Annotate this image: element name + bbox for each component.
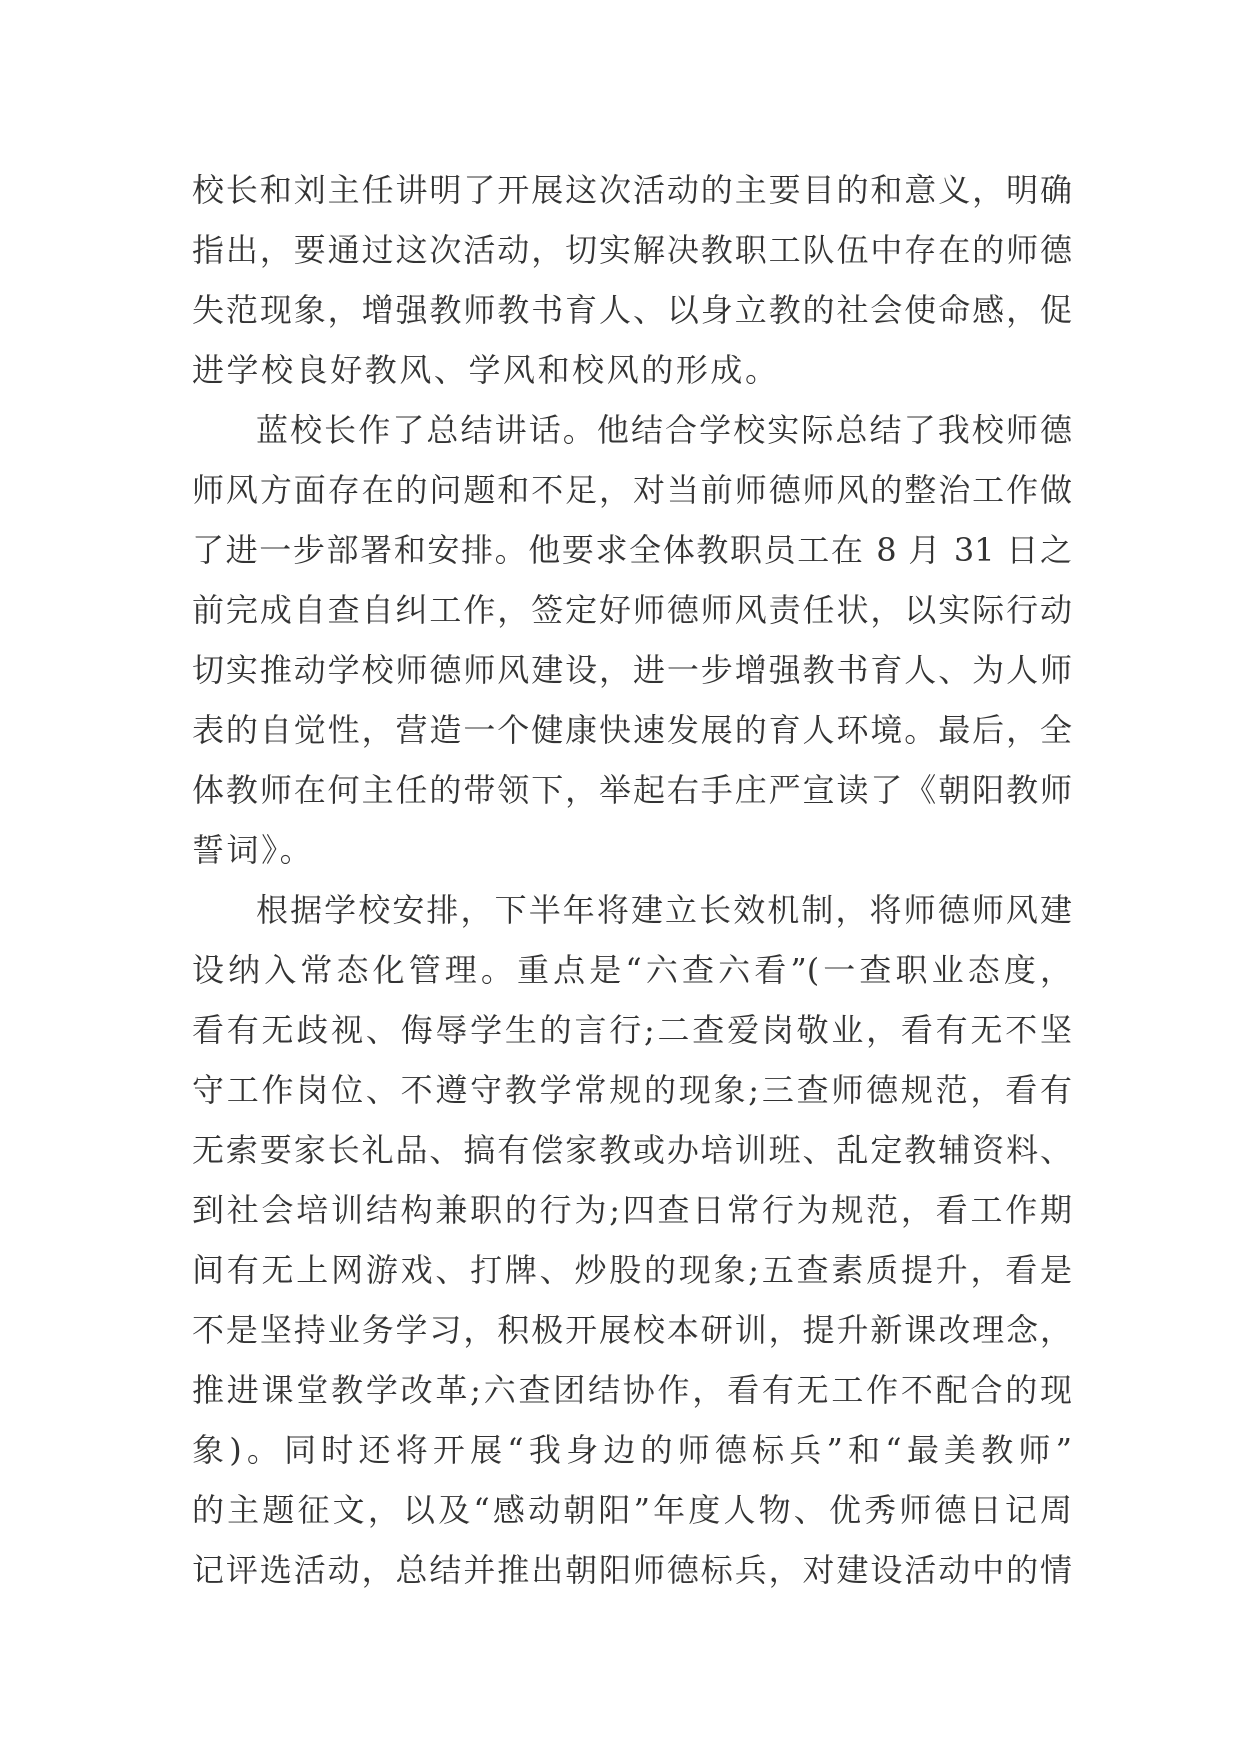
paragraph-1: [192, 160, 1072, 400]
text-line: 了进一步部署和安排。他要求全体教职员工在 8 月 31 日之: [192, 531, 1072, 569]
text-line: 指出，要通过这次活动，切实解决教职工队伍中存在的师德: [192, 231, 1072, 269]
text-line: 看有无歧视、侮辱学生的言行;二查爱岗敬业，看有无不坚: [192, 1011, 1072, 1049]
text-line: 推进课堂教学改革;六查团结协作，看有无工作不配合的现: [192, 1371, 1072, 1409]
text-line: 守工作岗位、不遵守教学常规的现象;三查师德规范，看有: [192, 1071, 1072, 1109]
paragraph-3: [192, 880, 1072, 1600]
text-line: 誓词》。: [192, 831, 315, 869]
text-line: 的主题征文，以及“感动朝阳”年度人物、优秀师德日记周: [192, 1491, 1072, 1529]
text-line: 蓝校长作了总结讲话。他结合学校实际总结了我校师德: [256, 411, 1072, 449]
document-body: [192, 160, 1072, 1600]
paragraph-2: [192, 400, 1072, 880]
text-line: 进学校良好教风、学风和校风的形成。: [192, 351, 780, 389]
text-line: 体教师在何主任的带领下，举起右手庄严宣读了《朝阳教师: [192, 771, 1072, 809]
text-line: 师风方面存在的问题和不足，对当前师德师风的整治工作做: [192, 471, 1072, 509]
text-line: 到社会培训结构兼职的行为;四查日常行为规范，看工作期: [192, 1191, 1072, 1229]
text-line: 间有无上网游戏、打牌、炒股的现象;五查素质提升，看是: [192, 1251, 1072, 1289]
text-line: 设纳入常态化管理。重点是“六查六看”(一查职业态度，: [192, 951, 1072, 989]
text-line: 表的自觉性，营造一个健康快速发展的育人环境。最后，全: [192, 711, 1072, 749]
text-line: 记评选活动，总结并推出朝阳师德标兵，对建设活动中的情: [192, 1551, 1072, 1589]
text-line: 失范现象，增强教师教书育人、以身立教的社会使命感，促: [192, 291, 1072, 329]
text-line: 不是坚持业务学习，积极开展校本研训，提升新课改理念，: [192, 1311, 1072, 1349]
text-line: 象)。同时还将开展“我身边的师德标兵”和“最美教师”: [192, 1431, 1072, 1469]
text-line: 前完成自查自纠工作，签定好师德师风责任状，以实际行动: [192, 591, 1072, 629]
text-line: 根据学校安排，下半年将建立长效机制，将师德师风建: [256, 891, 1072, 929]
text-line: 校长和刘主任讲明了开展这次活动的主要目的和意义，明确: [192, 171, 1072, 209]
text-line: 无索要家长礼品、搞有偿家教或办培训班、乱定教辅资料、: [192, 1131, 1072, 1169]
text-line: 切实推动学校师德师风建设，进一步增强教书育人、为人师: [192, 651, 1072, 689]
